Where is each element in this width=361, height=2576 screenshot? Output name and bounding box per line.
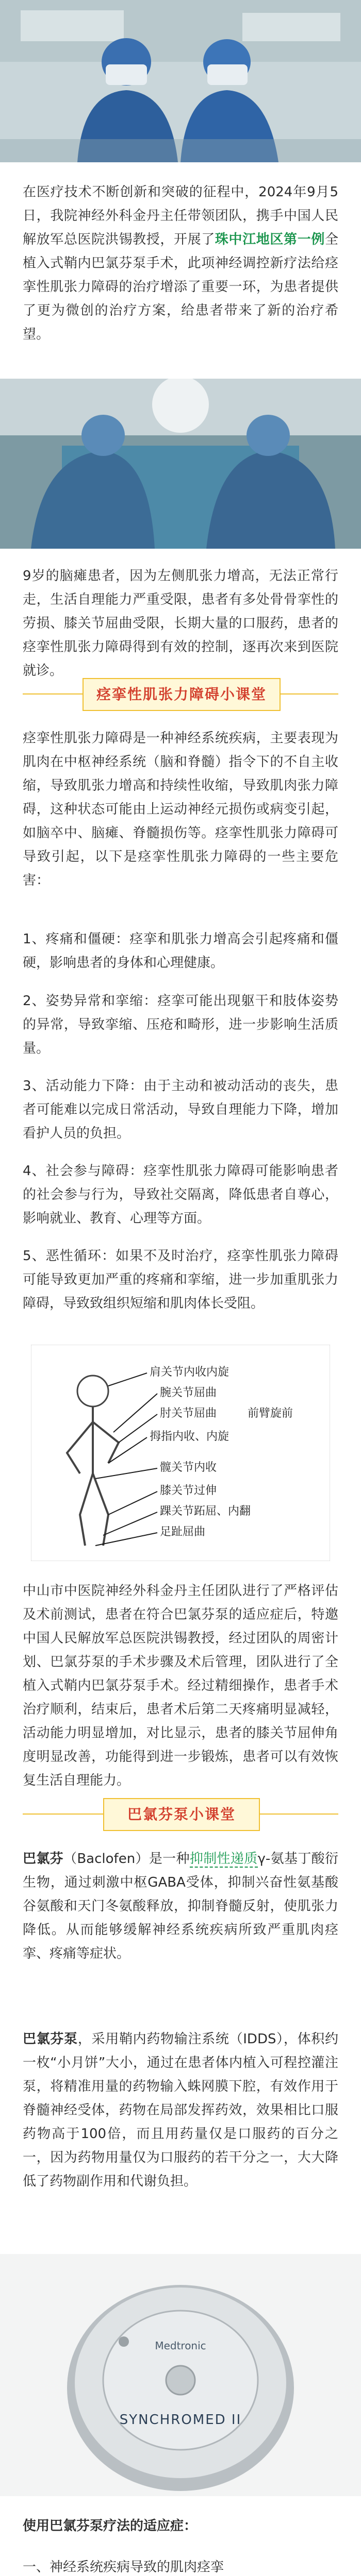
section1-item-2: 2、姿势异常和挛缩：痉挛可能出现躯干和肢体姿势的异常，导致挛缩、压疮和畸形，进一步影响生活质量。 [23, 993, 338, 1056]
section1-after-paragraph: 中山市中医院神经外科金丹主任团队进行了严格评估及术前测试，患者在符合巴氯芬泵的适应症后，特邀中国人民解放军总医院洪锡教授，经过团队的周密计划、巴氯芬泵的手术步骤及术后管理，团队进行了全植入式鞘内巴氯芬泵手术。经过精细操作，患者手术治疗顺利，结束后，患者术后第二天疼痛明显减轻，活动能力明显增加，对比显示，患者的膝关节屈伸角度明显改善，功能得到进一步锻炼，患者可以有效恢复生活自理能力。 [23, 1583, 338, 1788]
section1-banner [83, 678, 281, 711]
indications-title: 使用巴氯芬泵疗法的适应症： [23, 2518, 198, 2534]
intro-highlight: 珠中江地区第一例 [215, 232, 325, 247]
device-model-text: SYNCHROMED II [119, 2412, 242, 2428]
section1-item-5: 5、恶性循环：如果不及时治疗，痉挛性肌张力障碍可能导致更加严重的疼痛和挛缩，进一步加重肌张力障碍，导致致组织短缩和肌肉体长受阻。 [23, 1248, 338, 1311]
spasticity-posture-diagram [31, 1345, 330, 1561]
diagram-label-8: 踝关节跖屈、内翻 [160, 1505, 251, 1518]
section1-item-4: 4、社会参与障碍：痉挛性肌张力障碍可能影响患者的社会参与行为，导致社交隔离，降低患者自尊心，影响就业、教育、心理等方面。 [23, 1163, 338, 1226]
diagram-label-4: 前臂旋前 [248, 1407, 293, 1420]
indications-section [23, 2514, 338, 2538]
section1-title: 痉挛性肌张力障碍小课堂 [96, 686, 267, 703]
pump-paragraph: 巴氯芬泵，采用鞘内药物输注系统（IDDS），体积约一枚“小月饼”大小，通过在患者体内植入可程控灌注泵，将精准用量的药物输入蛛网膜下腔，有效作用于脊髓神经受体，药物在局部发挥药效，效果相比口服药物高于100倍，而且用药量仅是口服药的百分之一，因为药物用量仅为口服药的若干分之一，大大降低了药物副作用和代谢负担。 [23, 2031, 338, 2189]
diagram-label-9: 足趾屈曲 [160, 1526, 206, 1538]
diagram-label-6: 髋关节内收 [160, 1461, 217, 1474]
inhibitory-transmitter-link[interactable]: 抑制性递质 [189, 1851, 258, 1867]
device-brand-text: Medtronic [155, 2340, 206, 2352]
section1-item-3: 3、活动能力下降：由于主动和被动活动的丧失，患者可能难以完成日常活动，导致自理能力下降，增加看护人员的负担。 [23, 1078, 338, 1141]
diagram-label-7: 膝关节过伸 [160, 1484, 217, 1497]
surgery-team-photo [0, 0, 361, 162]
section1-item-1: 1、疼痛和僵硬：痉挛和肌张力增高会引起疼痛和僵硬，影响患者的身体和心理健康。 [23, 931, 338, 971]
section2-banner [103, 1798, 260, 1831]
baclofen-paragraph: 巴氯芬（Baclofen）是一种抑制性递质γ-氨基丁酸衍生物，通过刺激中枢GABA受体，抑制兴奋性氨基酸谷氨酸和天门冬氨酸释放，抑制脊髓反射，使肌张力降低。从而能够缓解神经系统疾病所致严重肌肉痉挛、疼痛等症状。 [23, 1851, 338, 1961]
section2-title: 巴氯芬泵小课堂 [127, 1806, 236, 1823]
baclofen-pump-photo [0, 2254, 361, 2496]
diagram-label-2: 腕关节屈曲 [160, 1386, 217, 1399]
intro-paragraph: 在医疗技术不断创新和突破的征程中，2024年9月5日，我院神经外科金丹主任带领团队，携手中国人民解放军总医院洪锡教授，开展了珠中江地区第一例全植入式鞘内巴氯芬泵手术，此项神经调控新疗法给痉挛性肌张力障碍的治疗增添了重要一环，为患者提供了更为微创的治疗方案，给患者带来了新的治疗希望。 [23, 184, 338, 342]
case-paragraph: 9岁的脑瘫患者，因为左侧肌张力增高，无法正常行走，生活自理能力严重受限，患者有多处骨骨挛性的劳损、膝关节屈曲受限，长期大量的口服药，患者的痉挛性肌张力障碍得到有效的控制，逐再次来到医院就诊。 [23, 568, 338, 679]
diagram-label-5: 拇指内收、内旋 [150, 1430, 229, 1443]
diagram-label-3: 肘关节屈曲 [160, 1407, 217, 1420]
operating-room-photo [0, 379, 361, 549]
indication-0: 一、神经系统疾病导致的肌肉痉挛 [23, 2560, 224, 2575]
section1-intro: 痉挛性肌张力障碍是一种神经系统疾病，主要表现为肌肉在中枢神经系统（脑和脊髓）指令下的不自主收缩，导致肌张力增高和持续性收缩，导致肌肉张力障碍，这种状态可能由上运动神经元损伤或病变引起，如脑卒中、脑瘫、脊髓损伤等。痉挛性肌张力障碍可导致引起，以下是痉挛性肌张力障碍的一些主要危害： [23, 731, 338, 888]
diagram-label-1: 肩关节内收内旋 [150, 1366, 229, 1379]
